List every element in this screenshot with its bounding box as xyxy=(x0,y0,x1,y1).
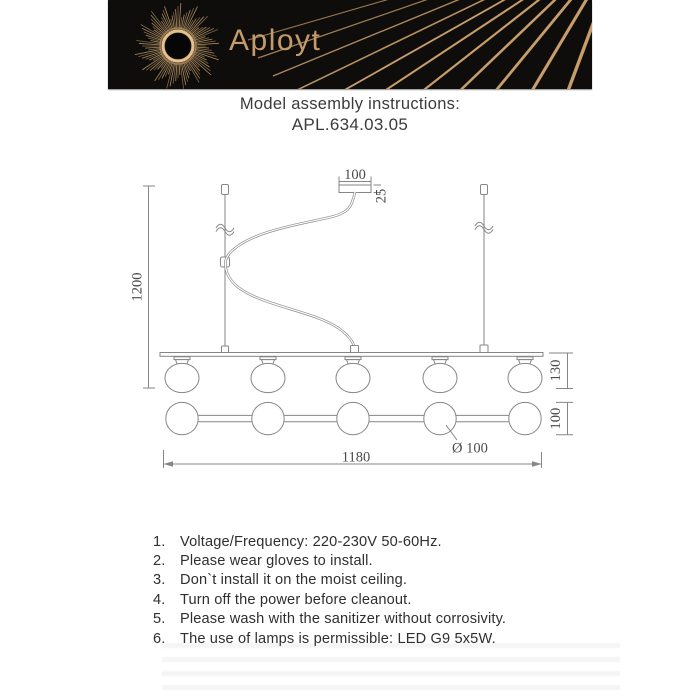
glass-globe xyxy=(251,357,285,393)
top-view-globe xyxy=(509,402,541,434)
svg-text:25: 25 xyxy=(373,188,390,204)
glass-globe xyxy=(423,357,457,393)
instruction-text: Please wash with the sanitizer without corrosivity. xyxy=(180,611,507,628)
glass-globe xyxy=(336,357,370,393)
dim-height-1200 xyxy=(130,186,156,388)
svg-text:130: 130 xyxy=(548,359,564,382)
svg-text:1180: 1180 xyxy=(341,449,371,466)
instruction-text: Turn off the power before cleanout. xyxy=(180,591,412,608)
sunburst-center xyxy=(166,34,190,58)
brand-wordmark: Aployt xyxy=(229,24,322,57)
instruction-number: 5. xyxy=(153,611,166,628)
dim-shade-height-130 xyxy=(548,353,573,389)
instruction-text: Voltage/Frequency: 220-230V 50-60Hz. xyxy=(180,533,442,550)
top-view xyxy=(166,402,541,440)
instruction-number: 1. xyxy=(153,533,166,550)
page-title: Model assembly instructions: xyxy=(239,95,461,113)
globe-diameter-label: Ø 100 xyxy=(452,440,488,457)
instruction-number: 2. xyxy=(153,553,166,569)
svg-text:100: 100 xyxy=(548,407,564,430)
instruction-number: 4. xyxy=(153,591,166,608)
glass-globes-front xyxy=(165,357,542,393)
top-view-globe xyxy=(252,402,284,434)
suspension-rod-right xyxy=(475,185,493,354)
instruction-number: 6. xyxy=(153,630,166,647)
instruction-number: 3. xyxy=(153,572,166,589)
instruction-item xyxy=(153,552,506,571)
top-view-globe xyxy=(424,402,456,434)
ceiling-canopy xyxy=(339,185,371,193)
svg-text:1200: 1200 xyxy=(129,272,146,302)
heading xyxy=(0,95,700,135)
power-cord xyxy=(225,192,358,353)
model-number: APL.634.03.05 xyxy=(291,115,409,134)
instruction-item xyxy=(153,610,506,629)
glass-globe xyxy=(508,357,542,393)
instruction-text: Please wear gloves to install. xyxy=(180,553,373,569)
dim-canopy-depth xyxy=(374,185,390,203)
instruction-text: The use of lamps is permissible: LED G9 5x5W. xyxy=(180,630,496,647)
instruction-item xyxy=(153,591,506,610)
instruction-text: Don`t install it on the moist ceiling. xyxy=(180,572,408,589)
instruction-item xyxy=(153,571,506,590)
dim-canopy-width xyxy=(339,167,371,185)
fixture-bar xyxy=(160,353,543,357)
assembly-diagram xyxy=(100,158,620,480)
dim-body-height-100 xyxy=(548,402,573,434)
instruction-item xyxy=(153,533,506,552)
faint-print-artifact xyxy=(162,643,620,698)
banner-art xyxy=(108,0,592,89)
glass-globe xyxy=(165,357,199,393)
brand-banner xyxy=(108,0,592,89)
top-view-globe xyxy=(166,402,198,434)
svg-text:100: 100 xyxy=(344,167,366,183)
instructions-list xyxy=(113,533,506,649)
top-view-globe xyxy=(337,402,369,434)
